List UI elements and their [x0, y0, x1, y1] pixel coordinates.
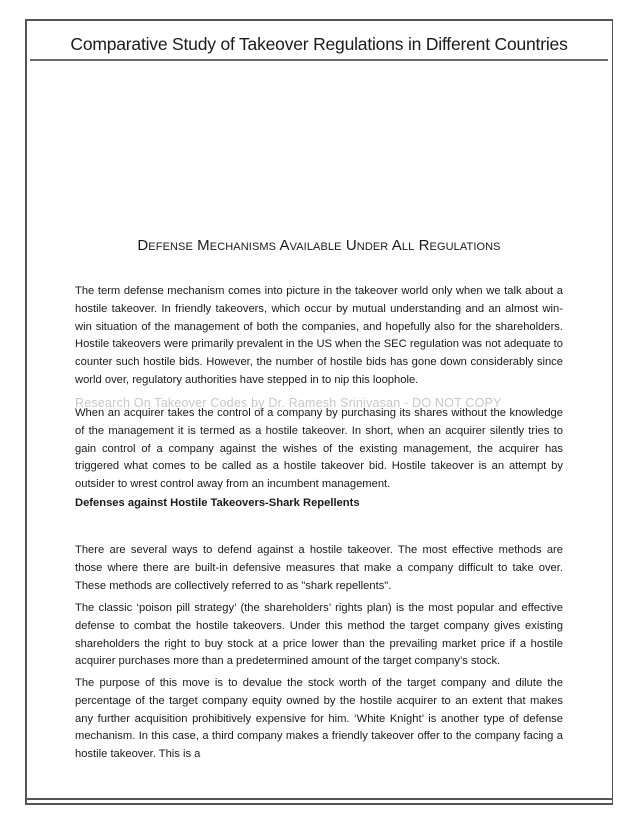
paragraph-white-knight: The purpose of this move is to devalue the stock worth of the target company and dilute the percentage of the target company equity owned by the hostile acquirer to an extent that makes any further acquisition prohibitively expensive for him. ‘White Knight’ is another type of defense mechanism. In this case, a third company makes a friendly takeover offer to the company facing a hostile takeover. This is a [75, 677, 563, 761]
subheading-shark-repellents: Defenses against Hostile Takeovers-Shark Repellents [75, 497, 360, 509]
paragraph-poison-pill: The classic ‘poison pill strategy’ (the shareholders’ rights plan) is the most popular and effective defense to combat the hostile takeovers. Under this method the target company gives existing shareholders the right to buy stock at a price lower than the prevailing market price if a hostile acquirer purchases more than a predetermined amount of the target company’s stock. [75, 602, 563, 668]
paragraph-hostile-takeover: When an acquirer takes the control of a company by purchasing its shares without the knowledge of the management it is termed as a hostile takeover. In short, when an acquirer silently tries to gain control of a company against the wishes of the existing management, the acquirer has triggered what comes to be called as a hostile takeover bid. Hostile takeover is an attempt by outsider to wrest control away from an incumbent management. [75, 407, 563, 491]
section-heading: Defense Mechanisms Available Under All Regulations [137, 237, 501, 254]
paragraph-defense-ways: There are several ways to defend against a hostile takeover. The most effective methods are those where there are built-in defensive measures that make a company difficult to take over. These methods are collectively referred to as "shark repellents". [75, 544, 563, 592]
watermark-text: Research On Takeover Codes by Dr. Ramesh Srinivasan - DO NOT COPY [75, 396, 502, 410]
paragraph-intro: The term defense mechanism comes into picture in the takeover world only when we talk about a hostile takeover. In friendly takeovers, which occur by mutual understanding and an almost win-win situation of the management of both the companies, and hopefully also for the shareholders. Hostile takeovers were primarily prevalent in the US when the SEC regulation was not adequate to counter such hostile bids. However, the number of hostile bids has gone down considerably since world over, regulatory authorities have stepped in to nip this loophole. [75, 285, 563, 386]
running-header: Comparative Study of Takeover Regulations in Different Countries [30, 34, 608, 61]
